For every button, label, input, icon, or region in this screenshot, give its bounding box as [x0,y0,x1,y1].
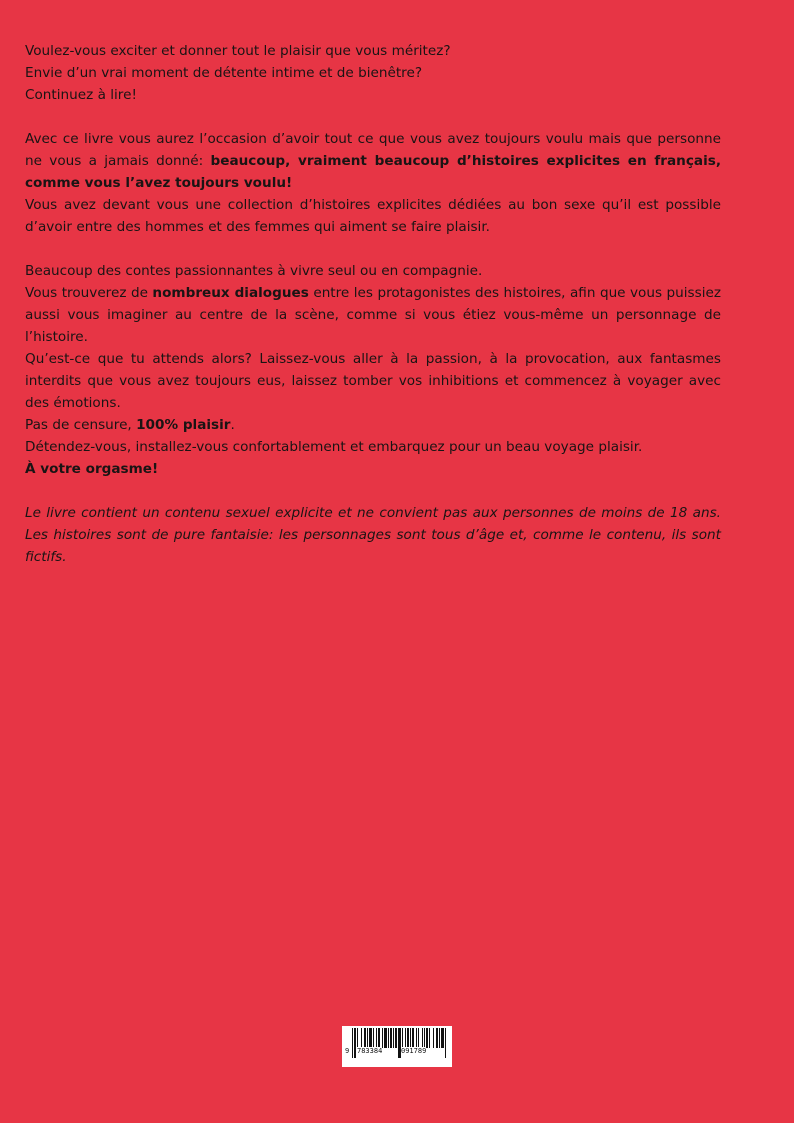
contes-line: Beaucoup des contes passionnantes à vivre seul ou en compagnie. [25,263,483,279]
detendez-line: Détendez-vous, installez-vous confortablement et embarquez pour un beau voyage plaisir. [25,439,643,455]
back-cover-text [25,40,721,568]
censure-text-before: Pas de censure, [25,417,137,433]
censure-text-after: . [230,417,235,433]
intro-line-2: Envie d’un vrai moment de détente intime et de bienêtre? [25,65,423,81]
orgasme-line: À votre orgasme! [25,461,159,477]
dialogues-highlight: nombreux dialogues [152,285,309,301]
dialogues-text-after: entre les protagonistes des histoires, afin que vous puissiez aussi vous imaginer au centre de la scène, comme si vous étiez vous-même un personnage de l’histoire. [25,285,722,345]
dialogues-paragraph [25,282,721,348]
barcode-first-digit: 9 [345,1047,350,1055]
book-offer-paragraph [25,128,721,194]
content-disclaimer: Le livre contient un contenu sexuel explicite et ne convient pas aux personnes de moins de 18 ans. Les histoires sont de pure fantaisie: les personnages sont tous d’âge et, comme le contenu, ils sont fictifs. [25,505,721,565]
barcode-group-1: 783384 [357,1047,383,1055]
collection-paragraph: Vous avez devant vous une collection d’histoires explicites dédiées au bon sexe qu’il est possible d’avoir entre des hommes et des femmes qui aiment se faire plaisir. [25,197,721,235]
isbn-barcode [342,1026,452,1067]
intro-line-1: Voulez-vous exciter et donner tout le plaisir que vous méritez? [25,43,451,59]
dialogues-text-before: Vous trouverez de [25,285,153,301]
barcode-group-2: 091789 [401,1047,427,1055]
book-offer-text: Avec ce livre vous aurez l’occasion d’avoir tout ce que vous avez toujours voulu mais que personne ne vous a jamais donné: [25,131,721,169]
passion-paragraph: Qu’est-ce que tu attends alors? Laissez-vous aller à la passion, à la provocation, aux fantasmes interdits que vous avez toujours eus, laissez tomber vos inhibitions et commencez à voyager avec des émotions. [25,351,721,411]
book-offer-highlight: beaucoup, vraiment beaucoup d’histoires explicites en français, comme vous l’avez toujours voulu! [25,153,721,191]
censure-line [25,414,721,436]
censure-highlight: 100% plaisir [136,417,231,433]
intro-line-3: Continuez à lire! [25,87,137,103]
